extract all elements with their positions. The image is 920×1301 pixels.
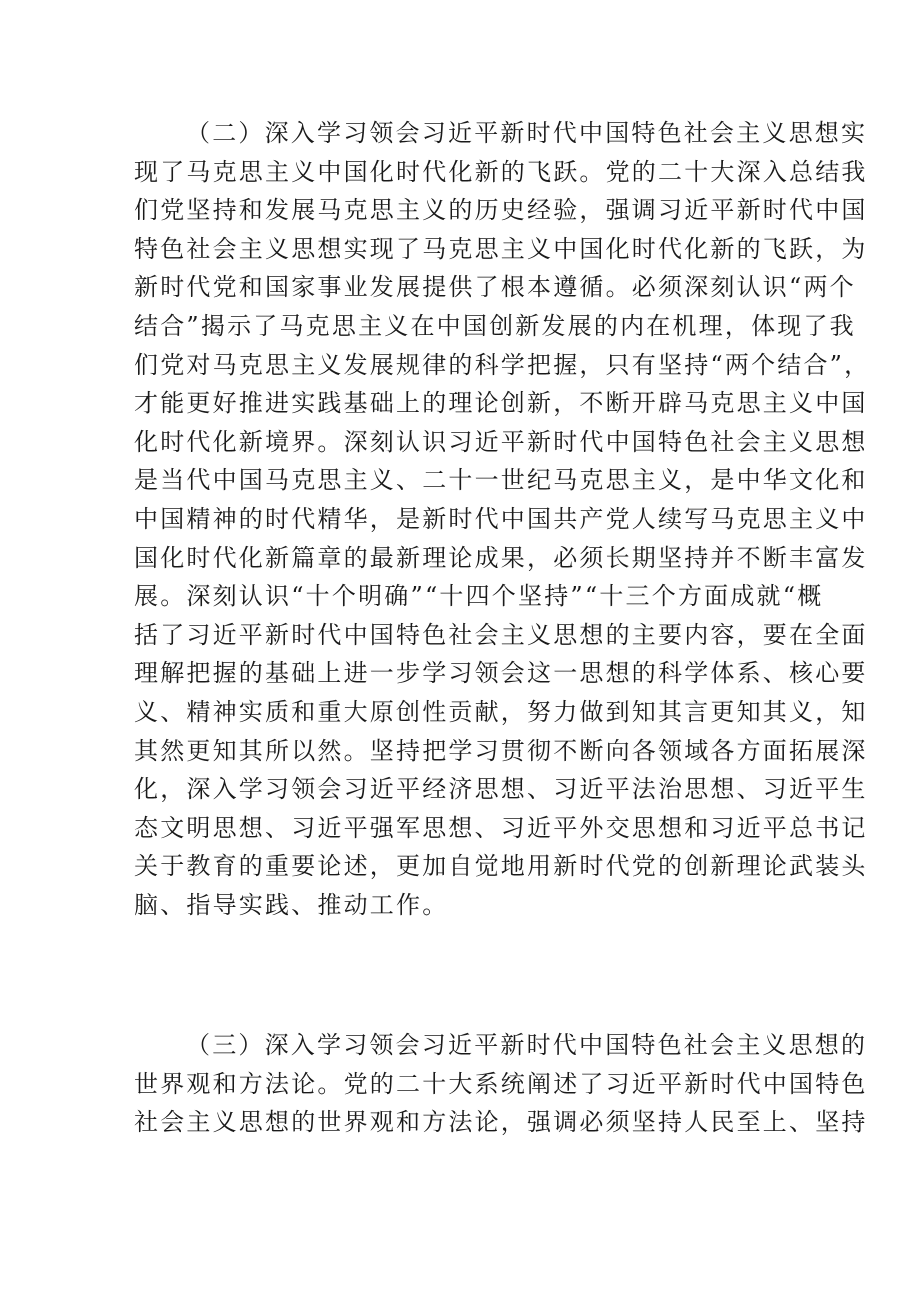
text-line: 才能更好推进实践基础上的理论创新，不断开辟马克思主义中国 [134, 389, 868, 418]
text-line: 现了马克思主义中国化时代化新的飞跃。党的二十大深入总结我 [134, 157, 868, 186]
text-line: 理解把握的基础上进一步学习领会这一思想的科学体系、核心要 [134, 659, 868, 688]
paragraph-section-2 [134, 114, 871, 924]
text-line: 其然更知其所以然。坚持把学习贯彻不断向各领域各方面拓展深 [134, 736, 868, 765]
text-line: 脑、指导实践、推动工作。 [134, 890, 449, 919]
text-line: 展。深刻认识“十个明确”“十四个坚持”“十三个方面成就“概 [134, 582, 824, 611]
text-line: 括了习近平新时代中国特色社会主义思想的主要内容，要在全面 [134, 620, 868, 649]
text-line: 关于教育的重要论述，更加自觉地用新时代党的创新理论武装头 [134, 852, 868, 881]
text-line: 是当代中国马克思主义、二十一世纪马克思主义，是中华文化和 [134, 466, 868, 495]
text-line: 世界观和方法论。党的二十大系统阐述了习近平新时代中国特色 [134, 1069, 868, 1098]
text-line: 们党坚持和发展马克思主义的历史经验，强调习近平新时代中国 [134, 196, 868, 225]
text-line: 国化时代化新篇章的最新理论成果，必须长期坚持并不断丰富发 [134, 543, 868, 572]
text-line: 中国精神的时代精华，是新时代中国共产党人续写马克思主义中 [134, 504, 868, 533]
text-line: 新时代党和国家事业发展提供了根本遵循。必须深刻认识“两个 [134, 273, 856, 302]
text-line: 特色社会主义思想实现了马克思主义中国化时代化新的飞跃，为 [134, 234, 868, 263]
text-line: 化，深入学习领会习近平经济思想、习近平法治思想、习近平生 [134, 775, 868, 804]
text-line: （二）深入学习领会习近平新时代中国特色社会主义思想实 [186, 119, 868, 147]
paragraph-section-3 [134, 1026, 868, 1142]
text-line: 们党对马克思主义发展规律的科学把握，只有坚持“两个结合”， [134, 350, 871, 379]
text-line: 化时代化新境界。深刻认识习近平新时代中国特色社会主义思想 [134, 427, 868, 456]
text-line: 结合”揭示了马克思主义在中国创新发展的内在机理，体现了我 [134, 311, 856, 340]
text-line: 义、精神实质和重大原创性贡献，努力做到知其言更知其义，知 [134, 697, 868, 726]
text-line: 态文明思想、习近平强军思想、习近平外交思想和习近平总书记 [134, 813, 868, 842]
text-line: （三）深入学习领会习近平新时代中国特色社会主义思想的 [186, 1031, 868, 1059]
text-line: 社会主义思想的世界观和方法论，强调必须坚持人民至上、坚持 [134, 1108, 868, 1137]
